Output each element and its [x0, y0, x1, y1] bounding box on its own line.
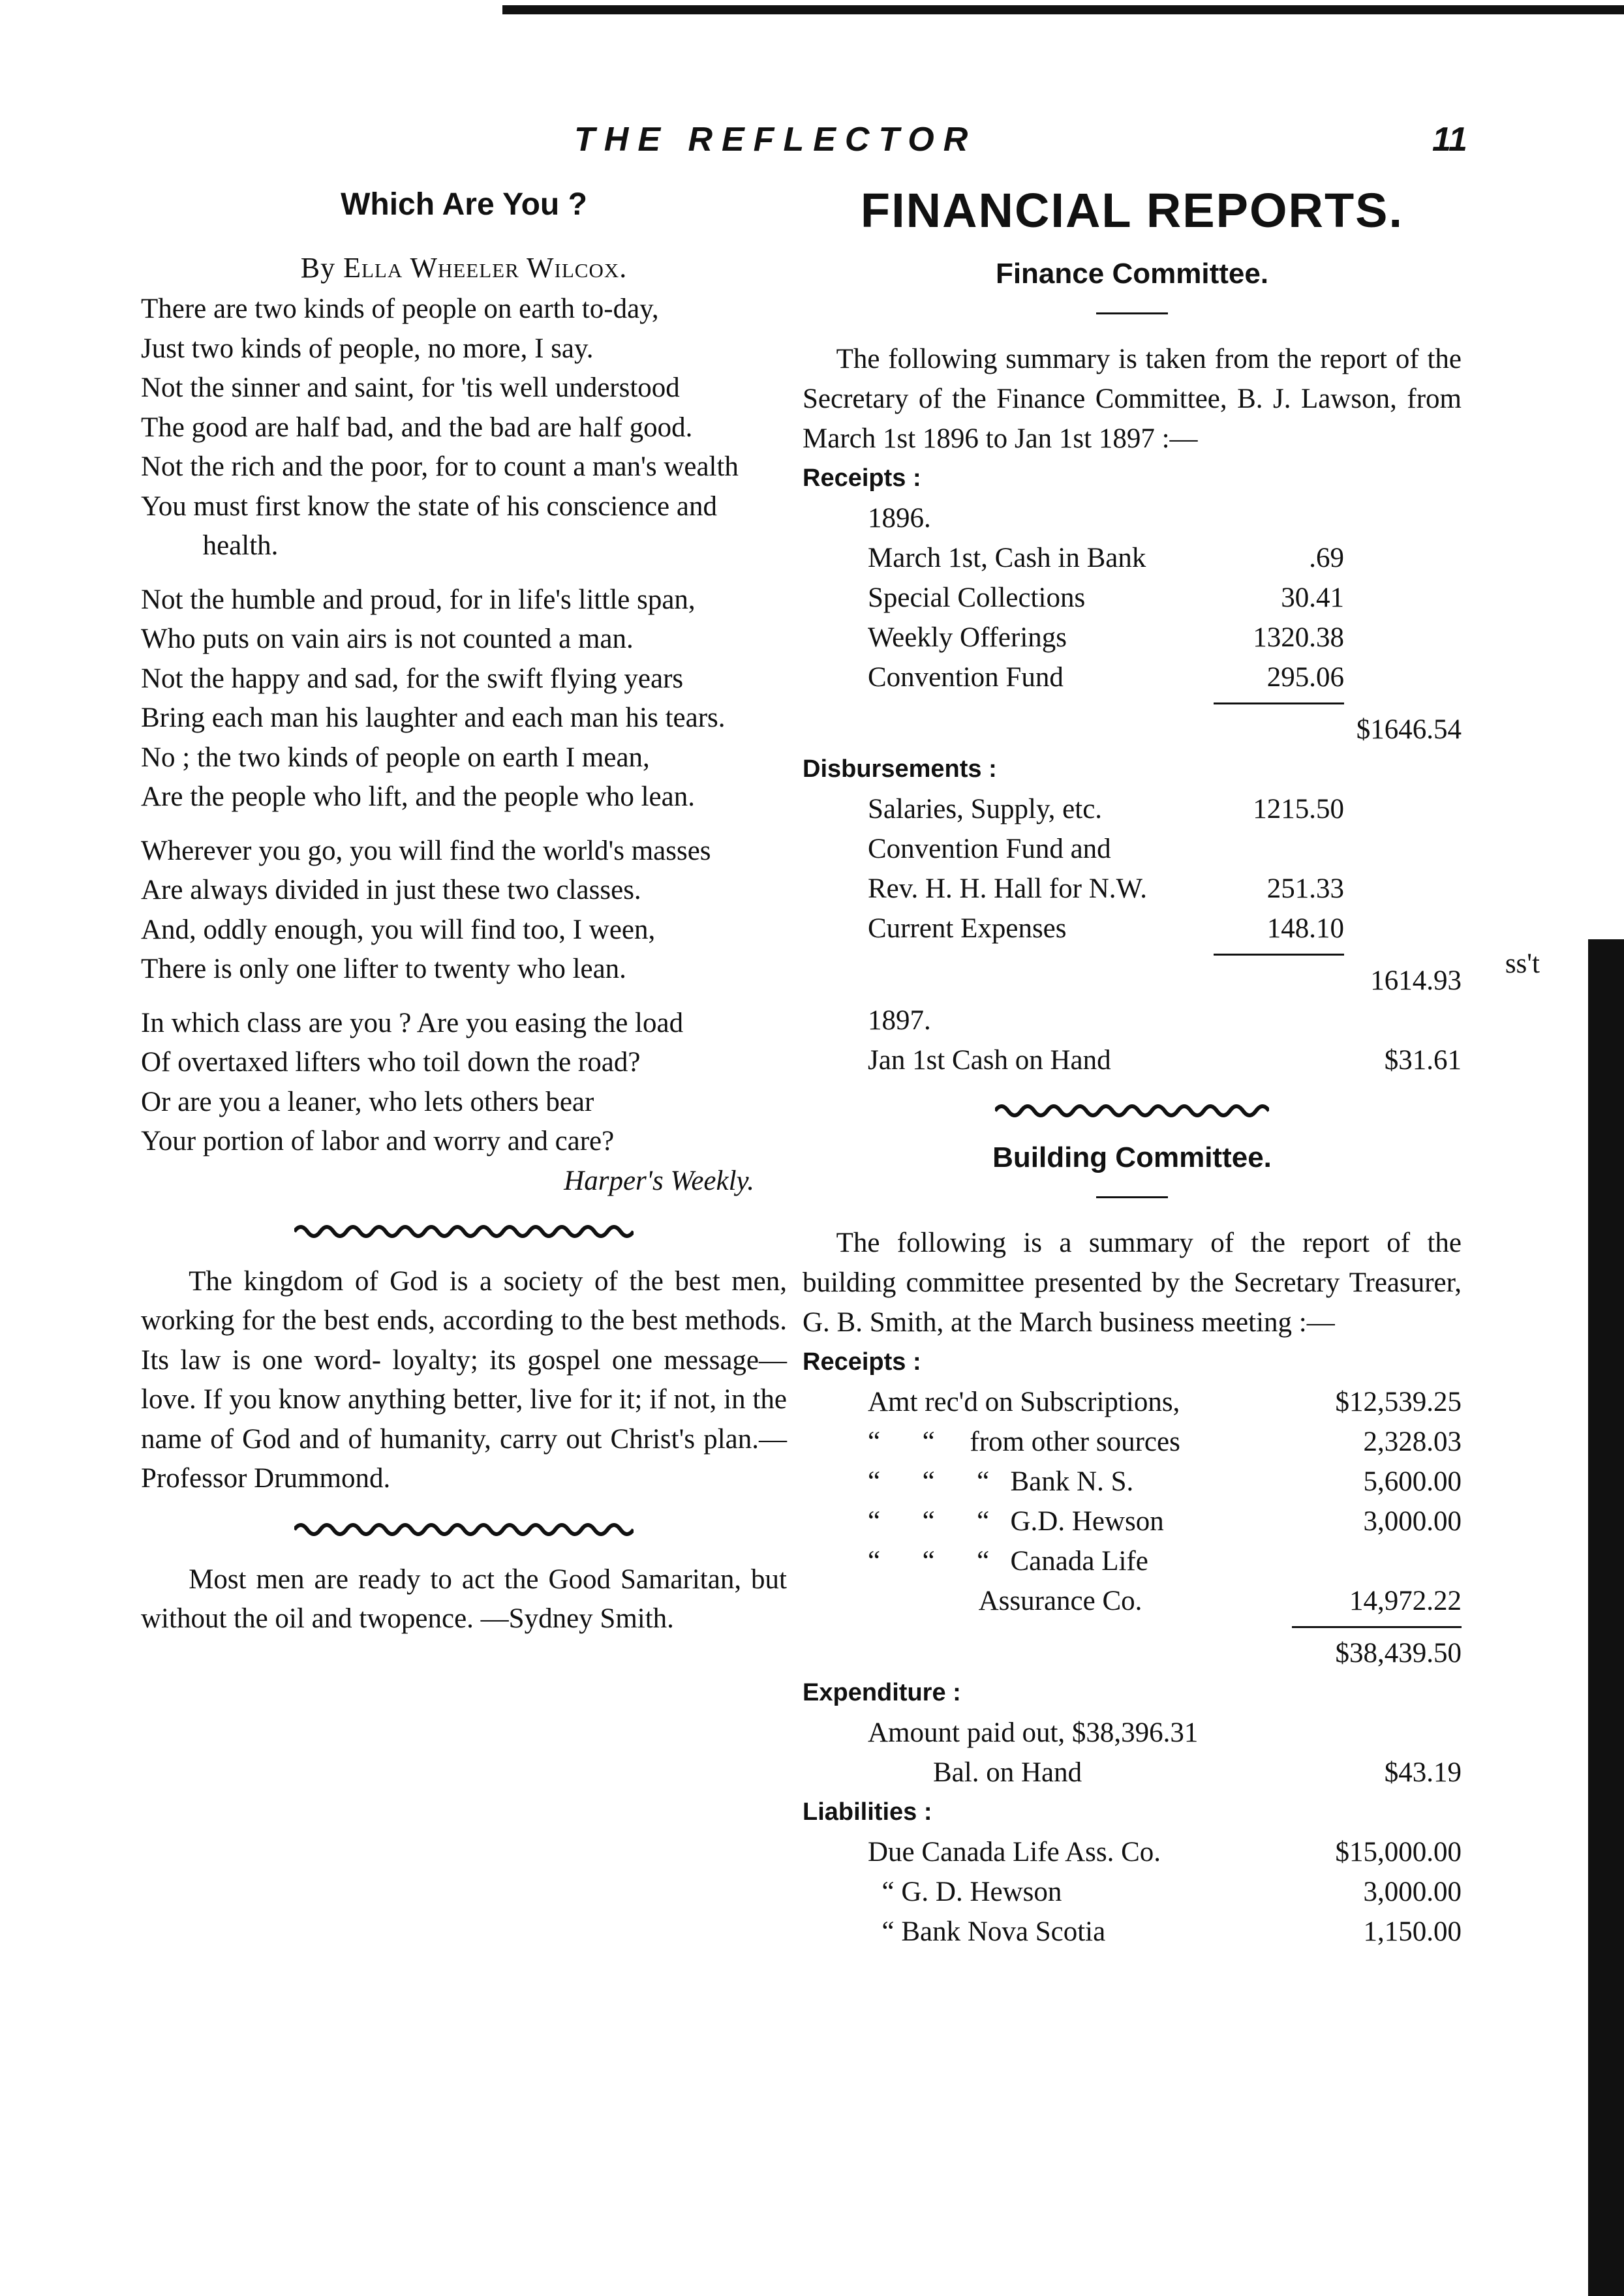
cash-on-hand-desc: Jan 1st Cash on Hand: [868, 1045, 1111, 1076]
poem-line: You must first know the state of his conscience and health.: [141, 491, 717, 561]
poem-line: Wherever you go, you will find the world's masses: [141, 835, 711, 866]
finance-receipts: [803, 538, 1462, 697]
poem-line: Who puts on vain airs is not counted a man.: [141, 624, 634, 654]
disbursements-label: Disbursements :: [803, 755, 997, 783]
building-intro: The following is a summary of the report of the building committee presented by the Secretary Treasurer, G. B. Smith, at the March business meeting :—: [803, 1228, 1462, 1338]
finance-receipts-label: Receipts :: [803, 464, 921, 492]
ledger-amount: 148.10: [1266, 913, 1344, 944]
ledger-row: [803, 657, 1462, 697]
ledger-desc: “ “ from other sources: [868, 1427, 1180, 1457]
ledger-amount: 14,972.22: [1349, 1586, 1462, 1616]
poem-body: [141, 290, 787, 1162]
drummond-quote: The kingdom of God is a society of the best men, working for the best ends, according to the best methods. Its law is one word- loyalty; its gospel one message—love. If you know anything better, live for it; if not, in the name of God and of humanity, carry out Christ's plan.—Professor Drummond.: [141, 1265, 787, 1494]
balance-amount: $43.19: [1384, 1757, 1462, 1788]
ledger-amount: 1215.50: [1253, 794, 1344, 824]
ledger-row: [803, 1912, 1462, 1952]
poem-line: There are two kinds of people on earth to-day,: [141, 294, 659, 324]
short-rule: [1096, 312, 1168, 314]
poem-line: Not the sinner and saint, for 'tis well understood: [141, 372, 680, 403]
poem-line: There is only one lifter to twenty who lean.: [141, 954, 626, 984]
finance-committee-title: Finance Committee.: [995, 258, 1269, 290]
left-column: [141, 183, 787, 1639]
right-edge-bar: [1588, 939, 1624, 2296]
ledger-row: [803, 869, 1462, 909]
disbursements-total-value: 1614.93: [1370, 965, 1462, 996]
ledger-desc: Assurance Co.: [868, 1586, 1142, 1616]
ledger-desc: Convention Fund: [868, 662, 1064, 693]
cash-on-hand-row: [803, 1040, 1462, 1080]
poem-line: Not the humble and proud, for in life's little span,: [141, 584, 696, 615]
ledger-desc: Amt rec'd on Subscriptions,: [868, 1387, 1180, 1417]
reports-title: FINANCIAL REPORTS.: [860, 183, 1404, 237]
poem-line: And, oddly enough, you will find too, I ween,: [141, 914, 656, 945]
poem-line: Just two kinds of people, no more, I say.: [141, 333, 594, 364]
ledger-row: [803, 1872, 1462, 1912]
ledger-row: [803, 1502, 1462, 1541]
poem-title: Which Are You ?: [341, 187, 587, 222]
poem-line: Are the people who lift, and the people who lean.: [141, 781, 695, 812]
poem-attribution: Harper's Weekly.: [564, 1165, 754, 1196]
ledger-desc: “ G. D. Hewson: [868, 1877, 1062, 1907]
ledger-row: [803, 1541, 1462, 1581]
ledger-row: [803, 1832, 1462, 1872]
liabilities-label: Liabilities :: [803, 1798, 932, 1826]
expenditure-desc: Amount paid out, $38,396.31: [868, 1717, 1199, 1748]
year-1896: 1896.: [868, 503, 931, 534]
ledger-desc: Rev. H. H. Hall for N.W.: [868, 873, 1147, 904]
ledger-amount: 30.41: [1281, 582, 1344, 613]
year-1897: 1897.: [868, 1005, 931, 1036]
journal-title: THE REFLECTOR: [574, 121, 977, 159]
building-committee-title: Building Committee.: [992, 1141, 1272, 1173]
stanza-break: [141, 817, 787, 832]
smith-quote: Most men are ready to act the Good Samaritan, but without the oil and twopence. —Sydney Smith.: [141, 1563, 787, 1634]
poem-line: Of overtaxed lifters who toil down the road?: [141, 1047, 641, 1078]
poem-line: Not the happy and sad, for the swift flying years: [141, 663, 684, 694]
ledger-row: [803, 1382, 1462, 1422]
ledger-desc: “ “ “ Canada Life: [868, 1546, 1148, 1577]
ledger-desc: “ “ “ G.D. Hewson: [868, 1506, 1164, 1537]
ledger-desc: “ Bank Nova Scotia: [868, 1916, 1106, 1947]
ledger-row: [803, 538, 1462, 578]
ledger-row: [803, 829, 1462, 869]
margin-note: ss't: [1505, 948, 1540, 979]
ledger-row: [803, 1581, 1462, 1621]
poem-line: Not the rich and the poor, for to count a man's wealth: [141, 451, 739, 482]
wavy-divider: [294, 1220, 634, 1243]
ledger-desc: Special Collections: [868, 582, 1086, 613]
ledger-desc: Salaries, Supply, etc.: [868, 794, 1103, 824]
wavy-divider-3: [995, 1100, 1269, 1122]
ledger-amount: $15,000.00: [1335, 1837, 1462, 1867]
poem-line: In which class are you ? Are you easing the load: [141, 1007, 684, 1038]
ledger-desc: “ “ “ Bank N. S.: [868, 1466, 1134, 1497]
ledger-desc: Due Canada Life Ass. Co.: [868, 1837, 1161, 1867]
wavy-divider-2: [294, 1518, 634, 1541]
ledger-row: [803, 1462, 1462, 1502]
stanza-break: [141, 989, 787, 1004]
ledger-amount: 2,328.03: [1363, 1427, 1462, 1457]
ledger-desc: Convention Fund and: [868, 834, 1111, 864]
ledger-row: [803, 789, 1462, 829]
finance-receipts-total: $1646.54: [1356, 714, 1462, 745]
balance-desc: Bal. on Hand: [933, 1757, 1082, 1788]
expenditure-row: [803, 1713, 1462, 1753]
ledger-amount: 295.06: [1266, 662, 1344, 693]
building-receipts-label: Receipts :: [803, 1348, 921, 1376]
balance-row: [803, 1753, 1462, 1792]
building-receipts-total: $38,439.50: [1335, 1638, 1462, 1669]
short-rule-2: [1096, 1196, 1168, 1198]
building-receipts: [803, 1382, 1462, 1621]
ledger-amount: 251.33: [1266, 873, 1344, 904]
byline-prefix: By: [300, 252, 344, 284]
expenditure-label: Expenditure :: [803, 1679, 961, 1706]
ledger-amount: 3,000.00: [1363, 1506, 1462, 1537]
ledger-row: [803, 909, 1462, 948]
poem-line: Bring each man his laughter and each man his tears.: [141, 702, 726, 733]
poem-line: No ; the two kinds of people on earth I mean,: [141, 742, 650, 773]
stanza-break: [141, 566, 787, 581]
disbursements-total: [803, 948, 1540, 1001]
ledger-amount: $12,539.25: [1335, 1387, 1462, 1417]
ledger-desc: Weekly Offerings: [868, 622, 1067, 653]
ledger-amount: .69: [1309, 543, 1344, 573]
ledger-amount: 1320.38: [1253, 622, 1344, 653]
liabilities: [803, 1832, 1462, 1952]
ledger-row: [803, 578, 1462, 618]
top-rule: [502, 5, 1624, 14]
ledger-row: [803, 1422, 1462, 1462]
finance-disbursements: [803, 789, 1462, 948]
poem-line: Your portion of labor and worry and care?: [141, 1126, 615, 1156]
sum-rule-3: [1292, 1626, 1462, 1628]
right-column: [803, 183, 1540, 1952]
finance-intro: The following summary is taken from the report of the Secretary of the Finance Committee, B. J. Lawson, from March 1st 1896 to Jan 1st 1897 :—: [803, 344, 1462, 454]
ledger-row: [803, 618, 1462, 657]
poem-byline: [141, 251, 787, 284]
ledger-amount: 3,000.00: [1363, 1877, 1462, 1907]
ledger-amount: 5,600.00: [1363, 1466, 1462, 1497]
cash-on-hand-amount: $31.61: [1384, 1045, 1462, 1076]
page-number: 11: [1432, 121, 1467, 159]
poem-line: The good are half bad, and the bad are half good.: [141, 412, 693, 443]
poem-author: Ella Wheeler Wilcox.: [343, 252, 628, 284]
ledger-amount: 1,150.00: [1363, 1916, 1462, 1947]
ledger-desc: March 1st, Cash in Bank: [868, 543, 1146, 573]
poem-line: Are always divided in just these two classes.: [141, 875, 641, 905]
poem-line: Or are you a leaner, who lets others bear: [141, 1086, 594, 1117]
ledger-desc: Current Expenses: [868, 913, 1067, 944]
sum-rule: [1214, 702, 1344, 704]
sum-rule-2: [1214, 954, 1344, 956]
